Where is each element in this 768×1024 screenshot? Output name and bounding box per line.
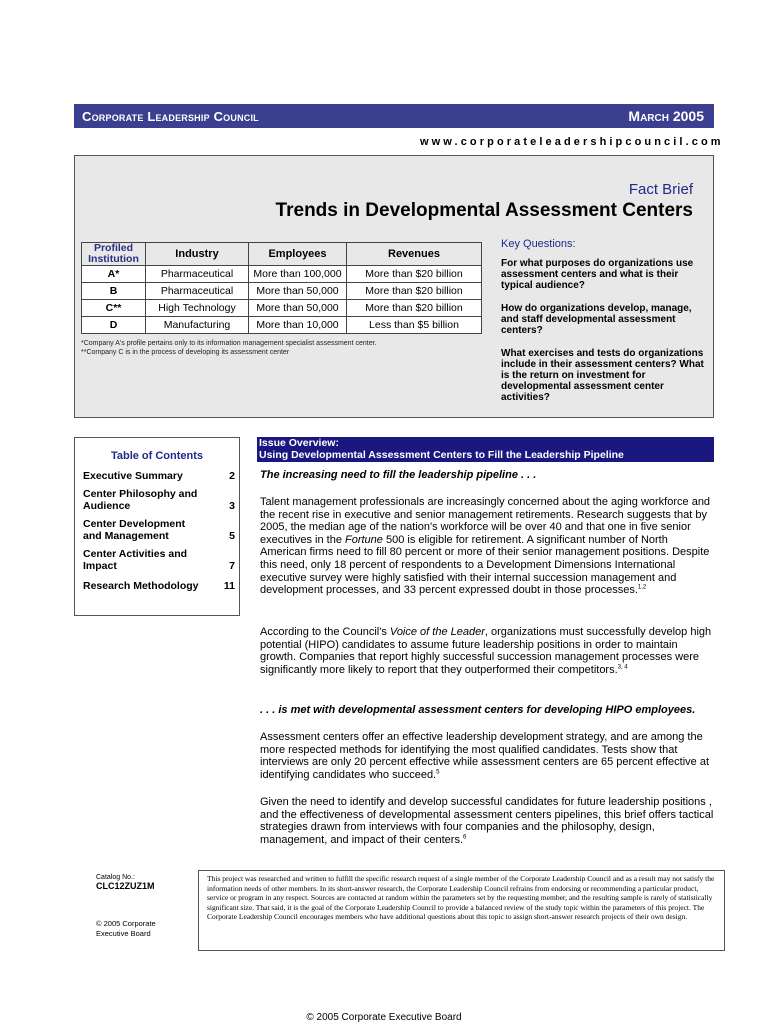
section-subheading: The increasing need to fill the leadership pipeline . . . [260,469,537,481]
document-type: Fact Brief [628,181,693,198]
paragraph-text: Assessment centers offer an effective leadership development strategy, and are among the more respected methods for identifying the most qualified candidates. Tests show that interviews are only 20 percent effective while assessment centers are 65 percent effective at identifying candidates who succeed. [260,731,709,781]
catalog-label: Catalog No.: [96,874,135,881]
column-header: Employees [249,243,347,266]
employees-cell: More than 10,000 [249,317,347,334]
issue-overview-title: Using Developmental Assessment Centers to Fill the Leadership Pipeline [259,449,624,461]
footnote: **Company C is in the process of developing its assessment center [81,349,290,356]
industry-cell: Pharmaceutical [146,283,249,300]
catalog-info [96,873,155,891]
key-question: How do organizations develop, manage, and staff developmental assessment centers? [501,303,692,336]
revenues-cell: More than $20 billion [347,283,482,300]
column-header: Profiled Institution [82,243,146,266]
issue-overview-bar [257,437,714,462]
copyright-line: Executive Board [96,929,151,938]
employees-cell: More than 100,000 [249,266,347,283]
table-row [82,300,482,317]
toc-item-label: Center Activities and Impact [83,548,188,572]
organization-name: Corporate Leadership Council [82,109,259,124]
footnote-ref: 6 [463,834,467,841]
footnote-ref: 5 [436,769,440,776]
copyright-line: © 2005 Corporate [96,919,156,928]
copyright-notice [96,919,156,939]
italic-term: Voice of the Leader [389,626,485,638]
institution-cell: D [82,317,146,334]
toc-item-page: 3 [229,500,235,512]
industry-cell: Pharmaceutical [146,266,249,283]
revenues-cell: More than $20 billion [347,266,482,283]
institution-cell: A* [82,266,146,283]
footnote: *Company A's profile pertains only to its information management specialist assessment center. [81,340,377,347]
paragraph-text: 500 is eligible for retirement. A significant number of North American firms need to fill 80 percent or more of their senior management positions. Despite this need, only 18 percent of respondents to a Development Dimensions International executive survey were highly satisfied with their internal succession management and development processes, and 33 percent expressed doubt in those processes. [260,533,710,597]
summary-panel [74,155,714,418]
catalog-code: CLC12ZUZ1M [96,881,155,891]
employees-cell: More than 50,000 [249,300,347,317]
toc-title: Table of Contents [110,450,204,462]
profile-table [81,242,482,334]
paragraph [260,626,714,676]
key-question: For what purposes do organizations use assessment centers and what is their typical audience? [501,258,694,291]
table-row [82,266,482,283]
paragraph [260,796,714,846]
key-question: What exercises and tests do organizations include in their assessment centers? What is the return on investment for developmental assessment center activities? [501,348,704,403]
institution-cell: C** [82,300,146,317]
toc-item-label: Research Methodology [83,580,199,592]
toc-item[interactable] [83,470,235,482]
toc-item-page: 11 [223,580,235,592]
key-questions [501,238,706,415]
disclaimer-box: This project was researched and written to fulfill the specific research request of a single member of the Corporate Leadership Council and as a result may not satisfy the information needs of other members. In its short-answer research, the Corporate Leadership Council refrains from endorsing or recommending a particular product, service or program in any respect. Sources are contacted at random within the parameters set by the requesting member, and the resulting sample is rarely of statistically significant size. That said, it is the goal of the Corporate Leadership Council to provide a balanced review of the study topic within the parameters of this project. The Corporate Leadership Council encourages members who have additional questions about this topic to assign short-answer research projects of their own design. [198,870,725,951]
column-header: Industry [146,243,249,266]
employees-cell: More than 50,000 [249,283,347,300]
table-header-row [82,243,482,266]
toc-item-page: 7 [229,560,235,572]
key-questions-heading: Key Questions: [501,238,576,250]
footnote-ref: 3, 4 [617,664,628,671]
italic-term: Fortune [345,533,383,546]
table-footnotes [81,339,376,357]
header-bar [74,104,714,128]
industry-cell: High Technology [146,300,249,317]
paragraph [260,496,714,597]
toc-item-page: 5 [229,530,235,542]
table-of-contents [74,437,240,616]
revenues-cell: Less than $5 billion [347,317,482,334]
toc-item[interactable] [83,580,235,592]
toc-item-label: Center Development and Management [83,518,186,542]
toc-item[interactable] [83,518,235,542]
publication-date: March 2005 [628,108,704,124]
page-footer-copyright: © 2005 Corporate Executive Board [306,1012,462,1023]
toc-item-label: Center Philosophy and Audience [83,488,198,512]
revenues-cell: More than $20 billion [347,300,482,317]
section-subheading: . . . is met with developmental assessment centers for developing HIPO employees. [260,704,696,716]
paragraph-text: , organizations must successfully develop high potential (HIPO) candidates to assume future leadership positions in order to maintain growth. Companies that report highly successful succession management processes were significantly more likely to report that they outperformed their competitors. [260,626,712,676]
website-url[interactable]: www.corporateleadershipcouncil.com [420,136,724,148]
footnote-ref: 1,2 [637,584,647,591]
toc-item[interactable] [83,488,235,512]
industry-cell: Manufacturing [146,317,249,334]
issue-overview-label: Issue Overview: [259,437,339,449]
paragraph-text: According to the Council's [260,626,390,638]
paragraph-text: Talent management professionals are increasingly concerned about the aging workforce and the recent rise in executive and senior management retirements. Research suggests that by 2005, the median age of the nation's workforce will be over 40 and that one in five senior executives in the [260,496,711,546]
table-row [82,283,482,300]
document-title: Trends in Developmental Assessment Centers [275,200,693,221]
paragraph-text: Given the need to identify and develop successful candidates for future leadership positions , and the effectiveness of developmental assessment centers pipelines, this brief offers tactical strategies drawn from interviews with four companies and the philosophy, design, management, and impact of their centers. [260,796,714,846]
table-row [82,317,482,334]
column-header: Revenues [347,243,482,266]
institution-cell: B [82,283,146,300]
toc-item-page: 2 [229,470,235,482]
toc-item[interactable] [83,548,235,572]
toc-item-label: Executive Summary [83,470,183,482]
paragraph [260,731,714,781]
